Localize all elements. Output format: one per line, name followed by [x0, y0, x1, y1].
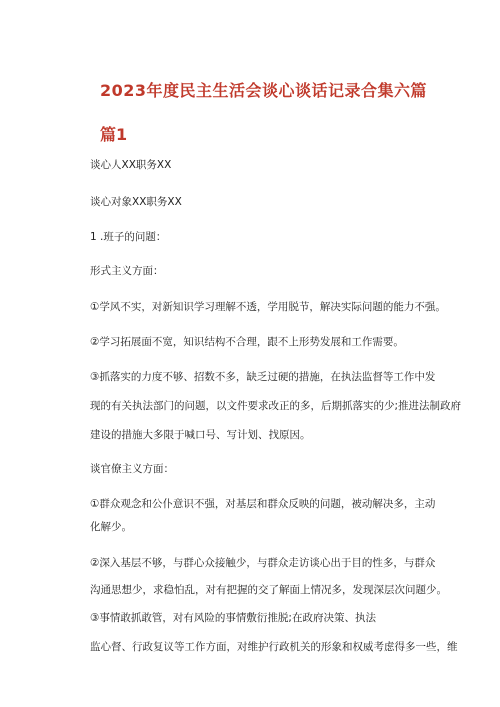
paragraph-line: 建设的措施大多限于喊口号、写计划、找原因。 — [90, 429, 311, 441]
target-line: 谈心对象XX职务XX — [90, 196, 182, 208]
formalism-heading: 形式主义方面： — [90, 265, 164, 277]
talker-line: 谈心人XX职务XX — [90, 159, 172, 171]
paragraph-line: 现的有关执法部门的问题，以文件要求改正的多，后期抓落实的少;推进法制政府 — [90, 400, 462, 412]
paragraph-line: 沟通思想少，求稳怕乱，对有把握的交了解面上情况多，发现深层次问题少。 — [90, 584, 447, 596]
paragraph-line: ③抓落实的力度不够、招数不多，缺乏过硬的措施，在执法监督等工作中发 — [90, 371, 436, 383]
bureaucratism-heading: 谈官僚主义方面： — [90, 463, 174, 475]
paragraph-line: ③事情敢抓敢管，对有风险的事情敷衍推脱;在政府决策、执法 — [90, 612, 376, 624]
paragraph-line: ②学习拓展面不宽，知识结构不合理，跟不上形势发展和工作需要。 — [90, 336, 404, 348]
document-title: 2023年度民主生活会谈心谈话记录合集六篇 — [100, 81, 428, 100]
section-heading: 1 .班子的问题： — [90, 231, 167, 243]
paragraph-line: 化解少。 — [90, 521, 132, 533]
document-subtitle: 篇1 — [100, 125, 128, 144]
paragraph-line: ①学风不实，对新知识学习理解不透，学用脱节，解决实际问题的能力不强。 — [90, 301, 446, 313]
paragraph-line: 监心督、行政复议等工作方面，对维护行政机关的形象和权威考虑得多一些，维 — [90, 641, 458, 653]
paragraph-line: ②深入基层不够，与群心众接触少，与群众走访谈心出于目的性多，与群众 — [90, 557, 436, 569]
paragraph-line: ①群众观念和公仆意识不强，对基层和群众反映的问题，被动解决多，主动 — [90, 498, 436, 510]
